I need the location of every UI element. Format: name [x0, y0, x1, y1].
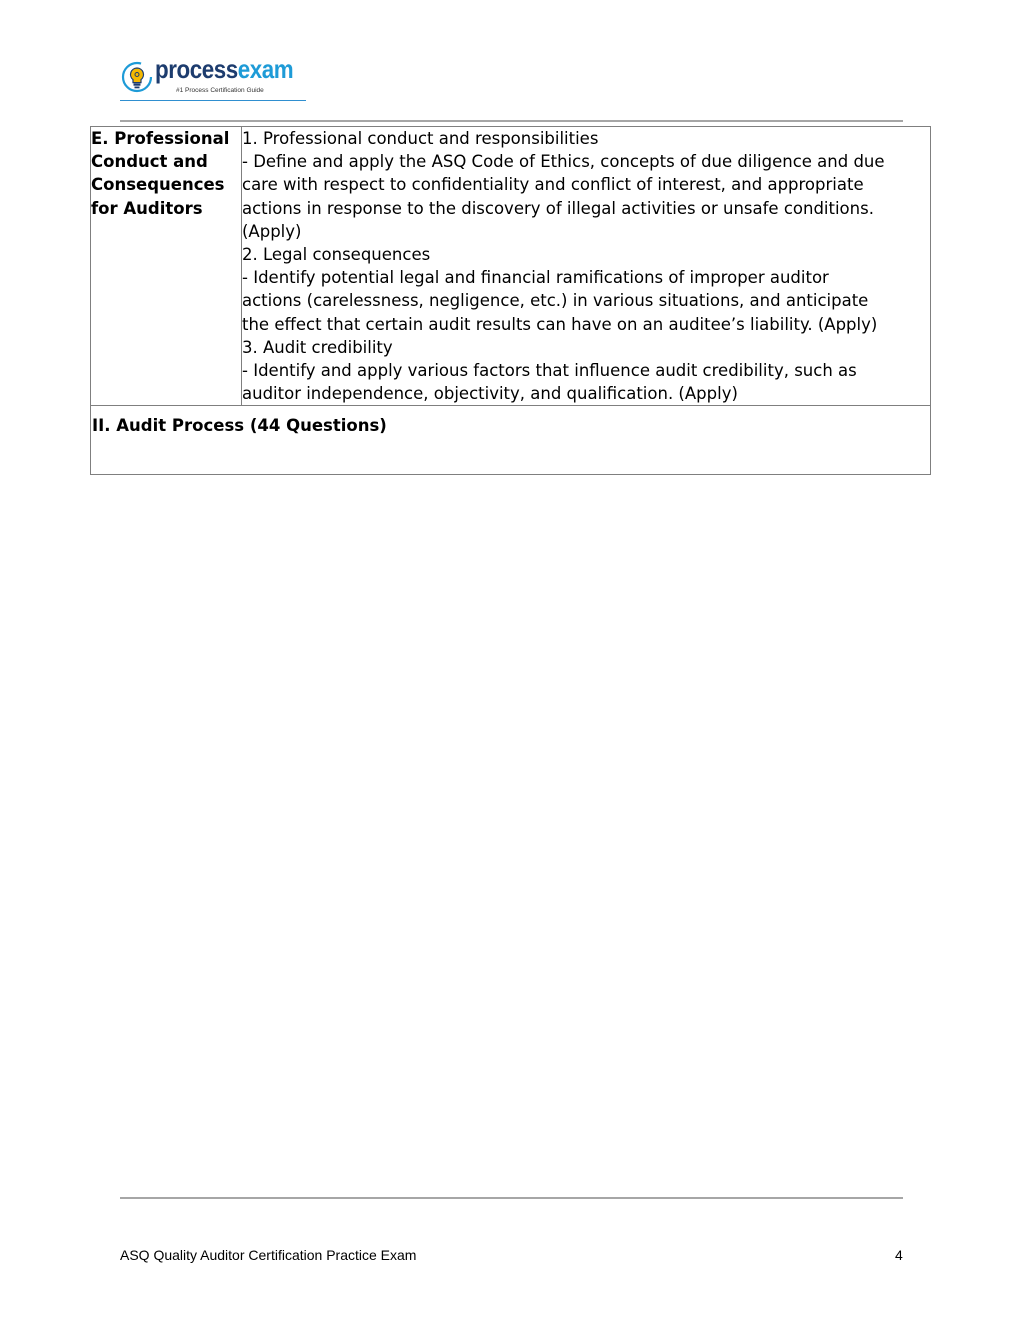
detail-line: 3. Audit credibility [242, 337, 393, 357]
table-row [91, 406, 931, 475]
detail-line: (Apply) [242, 221, 302, 241]
detail-line: - Identify potential legal and financial ramifications of improper auditor [242, 268, 829, 288]
table-row [91, 127, 931, 406]
topic-details-cell [242, 127, 931, 406]
logo-underline [120, 100, 306, 101]
footer-divider [120, 1197, 903, 1199]
processexam-logo [120, 54, 306, 104]
detail-line: 1. Professional conduct and responsibilities [242, 129, 599, 148]
section-heading-cell [91, 406, 931, 475]
detail-line: 2. Legal consequences [242, 245, 431, 265]
topic-heading: E. Professional Conduct and Consequences for Auditors [91, 129, 230, 218]
detail-line: - Define and apply the ASQ Code of Ethics, concepts of due diligence and due [242, 152, 885, 172]
logo-word-exam: exam [237, 54, 294, 84]
page-number: 4 [895, 1247, 903, 1263]
detail-line: auditor independence, objectivity, and qualification. (Apply) [242, 384, 738, 404]
footer-title: ASQ Quality Auditor Certification Practice Exam [120, 1247, 417, 1263]
detail-line: care with respect to confidentiality and conflict of interest, and appropriate [242, 175, 864, 195]
header-divider [120, 120, 903, 122]
detail-line: - Identify and apply various factors that influence audit credibility, such as [242, 361, 857, 381]
lightbulb-gear-icon [120, 60, 154, 94]
logo-wordmark [155, 54, 293, 84]
logo-word-process: process [155, 54, 238, 84]
detail-line: actions in response to the discovery of illegal activities or unsafe conditions. [242, 198, 874, 218]
section-heading: II. Audit Process (44 Questions) [92, 416, 387, 436]
detail-line: actions (carelessness, negligence, etc.) in various situations, and anticipate [242, 291, 869, 311]
syllabus-table [90, 126, 931, 475]
detail-line: the effect that certain audit results can have on an auditee’s liability. (Apply) [242, 314, 878, 334]
logo-tagline: #1 Process Certification Guide [176, 87, 264, 94]
topic-heading-cell [91, 127, 242, 406]
